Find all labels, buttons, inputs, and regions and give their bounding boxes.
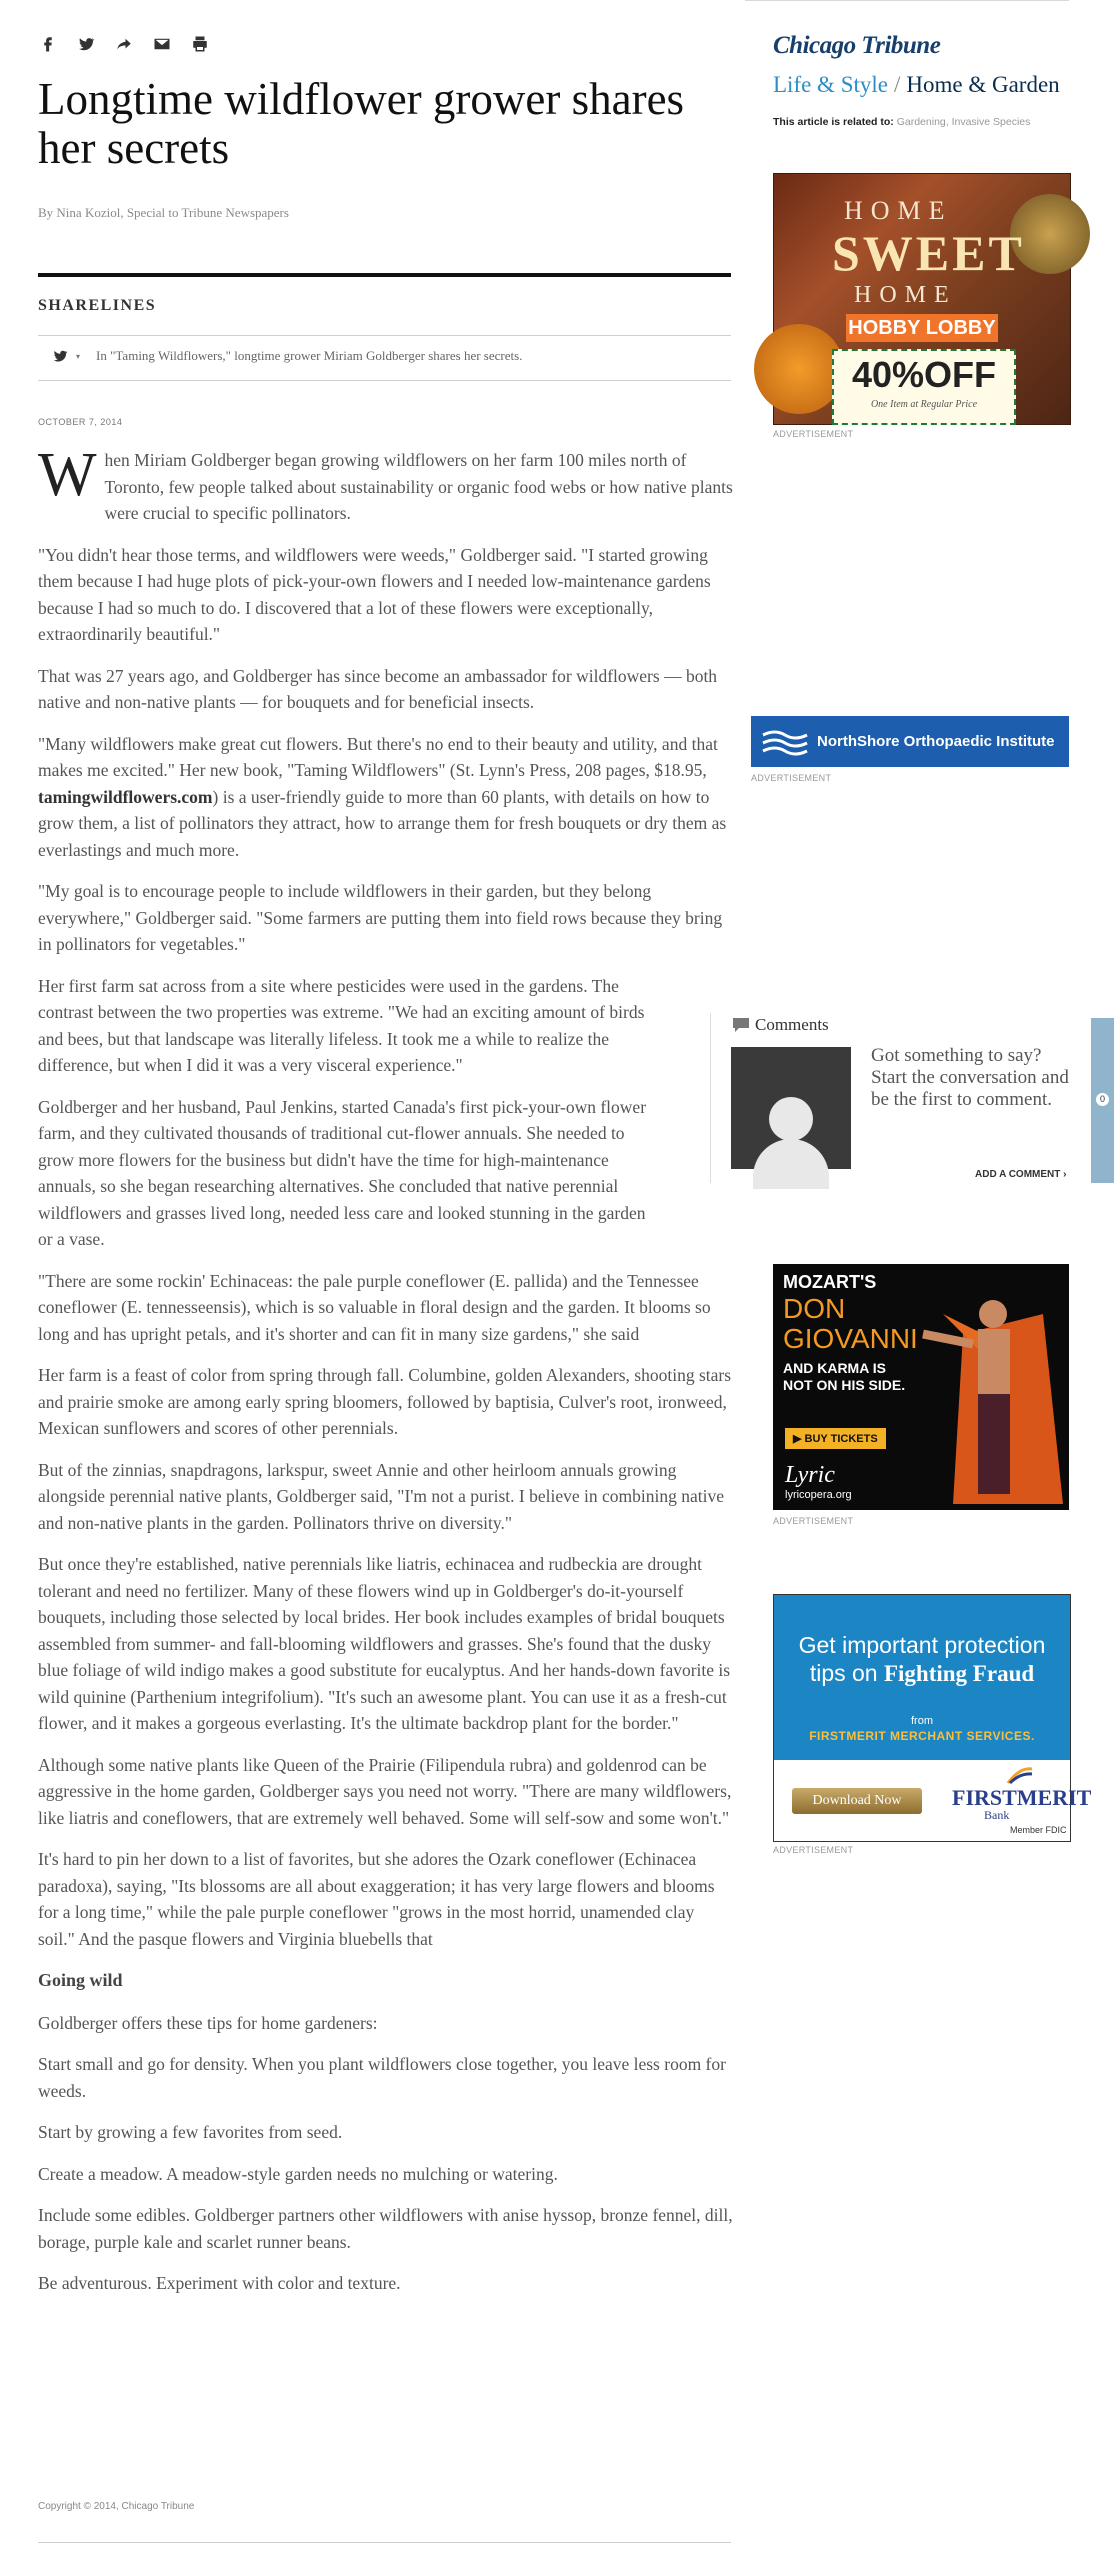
add-comment-link[interactable]: ADD A COMMENT › <box>975 1169 1067 1180</box>
ad-graphic <box>754 324 844 414</box>
comment-prompt: Got something to say? Start the conversation and be the first to comment. <box>871 1045 1069 1110</box>
waves-icon <box>761 727 809 757</box>
share-arrow-icon[interactable] <box>114 34 134 54</box>
paragraph: But once they're established, native perennials like liatris, echinacea and rudbeckia are drought tolerant and need no fertilizer. Many of these flowers wind up in Goldberger's do-it-yourself bouquets, including those selected by local brides. Her book includes examples of bridal bouquets assembled from summer- and fall-blooming wildflowers and grasses. She's found that the dusky blue foliage of wild indigo makes a good substitute for eucalyptus. And her hands-down favorite is wild quinine (Parthenium integrifolium). "It's such an awesome plant. You can use it as a fresh-cut flower, and it makes a gorgeous everlasting. It's the ultimate backdrop plant for the border." <box>38 1554 731 1733</box>
ad-text: Get important protection tips on Fighting Fraud <box>798 1632 1046 1686</box>
paragraph: It's hard to pin her down to a list of favorites, but she adores the Ozark coneflower (Echinacea paradoxa), saying, "Its blossoms are all about exaggeration; it has very large flowers and blooms for a long time," while the pale purple coneflower "grows in the most horrid, unamended clay soil." And the pasque flowers and Virginia bluebells that <box>38 1849 715 1949</box>
copyright: Copyright © 2014, Chicago Tribune <box>38 2501 195 2512</box>
chevron-down-icon: ▾ <box>76 351 81 361</box>
avatar-head <box>769 1097 813 1141</box>
paragraph: "There are some rockin' Echinaceas: the pale purple coneflower (E. pallida) and the Tennessee coneflower (E. tennesseensis), which is so valuable in floral design and the garden. It blooms so long and has upright petals, and it's shorter and can fit in many size gardens," she said <box>38 1270 711 1344</box>
section-link-home-garden[interactable]: Home & Garden <box>906 72 1060 97</box>
ad-text: SWEET <box>832 225 1025 281</box>
ad-text: HOME <box>854 282 957 308</box>
ad-brand: Lyric <box>785 1462 835 1488</box>
byline: By Nina Koziol, Special to Tribune Newspapers <box>38 205 289 220</box>
ad-label: ADVERTISEMENT <box>773 429 854 439</box>
ad-brand: FIRSTMERIT <box>952 1785 1092 1810</box>
paragraph: But of the zinnias, snapdragons, larkspur, sweet Annie and other heirloom annuals growing alongside perennial native plants, Goldberger said, "I'm not a purist. I believe in combining native and non-native plants in the garden. Pollinators thrive on diversity." <box>38 1459 724 1533</box>
related-tags[interactable]: Gardening, Invasive Species <box>896 116 1031 128</box>
ad-coupon: 40%OFF One Item at Regular Price <box>832 349 1016 425</box>
related-topics <box>773 116 1030 128</box>
sharelines-title: SHARELINES <box>38 297 157 314</box>
ad-label: ADVERTISEMENT <box>773 1845 854 1855</box>
twitter-icon <box>52 348 68 364</box>
ad-text: MOZART'S <box>783 1272 877 1292</box>
ad-text: HOME <box>844 196 953 225</box>
comment-count-tab[interactable] <box>1091 1018 1114 1183</box>
ad-label: ADVERTISEMENT <box>751 773 832 783</box>
buy-tickets-button[interactable]: ▶ BUY TICKETS <box>785 1428 886 1449</box>
hobby-lobby-ad[interactable] <box>773 173 1071 425</box>
ad-label: ADVERTISEMENT <box>773 1516 854 1526</box>
ad-text: AND KARMA IS NOT ON HIS SIDE. <box>783 1360 906 1393</box>
related-label: This article is related to: <box>773 116 894 128</box>
ad-text: NorthShore Orthopaedic Institute <box>817 733 1055 750</box>
facebook-icon[interactable] <box>38 34 58 54</box>
tip-item: Create a meadow. A meadow-style garden needs no mulching or watering. <box>38 2163 558 2184</box>
article-body <box>38 441 733 2312</box>
paragraph: When Miriam Goldberger began growing wildflowers on her farm 100 miles north of Toronto, few people talked about sustainability or organic food webs or how native plants were crucial to specific pollinators. <box>38 441 733 523</box>
comment-bubble-icon <box>733 1018 749 1032</box>
paragraph: "Many wildflowers make great cut flowers. But there's no end to their beauty and utility, and that makes me excited." Her new book, "Taming Wildflowers" (St. Lynn's Press, 208 pages, $18.95, tamingwildflowers.com) is a user-friendly guide to more than 60 plants, with details on how to grow them, a list of pollinators they attract, how to arrange them for fresh bouquets or dry them as everlastings and much more. <box>38 733 727 860</box>
ad-url: lyricopera.org <box>785 1489 852 1501</box>
paragraph: Although some native plants like Queen of the Prairie (Filipendula rubra) and goldenrod can be aggressive in the home garden, Goldberger says you need not worry. "There are many wildflowers, like liatris and coneflowers, that are extremely well behaved. Some will self-sow and some won't." <box>38 1754 732 1828</box>
sharelines-divider <box>38 273 731 277</box>
avatar-body <box>753 1139 829 1189</box>
comments-title: Comments <box>733 1015 829 1035</box>
ad-text: DON GIOVANNI <box>783 1293 918 1354</box>
ad-text: Member FDIC <box>1010 1825 1067 1835</box>
tip-item: Start by growing a few favorites from seed. <box>38 2122 343 2142</box>
twitter-icon[interactable] <box>76 34 96 54</box>
email-icon[interactable] <box>152 34 172 54</box>
tip-item: Start small and go for density. When you plant wildflowers close together, you leave less room for weeds. <box>38 2054 726 2101</box>
firstmerit-ad[interactable] <box>773 1594 1092 1842</box>
comment-count: 0 <box>1096 1093 1109 1106</box>
paragraph: Her farm is a feast of color from spring through fall. Columbine, golden Alexanders, shooting stars and prairie smoke are among early spring bloomers, followed by baptisia, Culver's root, ironweed, Mexican sunflowers and scores of other perennials. <box>38 1365 732 1438</box>
paragraph: "You didn't hear those terms, and wildflowers were weeds," Goldberger said. "I started growing them because I had huge plots of pick-your-own flowers and I needed low-maintenance gardens because I had so much to do. I discovered that a lot of these flowers were exceptionally, extraordinarily beautiful." <box>38 544 711 644</box>
lyric-opera-ad[interactable] <box>773 1264 1069 1510</box>
divider <box>38 380 731 381</box>
paragraph: Goldberger offers these tips for home gardeners: <box>38 2012 378 2033</box>
breadcrumb-separator: / <box>893 72 901 97</box>
paragraph: "My goal is to encourage people to include wildflowers in their garden, but they belong everywhere," Goldberger said. "Some farmers are putting them into field rows because they bring in pollinators for vegetables." <box>38 881 723 954</box>
shareline-text: In "Taming Wildflowers," longtime grower Miriam Goldberger shares her secrets. <box>96 348 523 363</box>
tip-item: Be adventurous. Experiment with color and texture. <box>38 2273 401 2293</box>
performer-figure-icon <box>923 1274 1063 1504</box>
print-icon[interactable] <box>190 34 210 54</box>
tip-item: Include some edibles. Goldberger partners other wildflowers with anise hyssop, bronze fennel, dill, borage, purple kale and scarlet runner beans. <box>38 2205 733 2252</box>
section-link-life-style[interactable]: Life & Style <box>773 72 888 97</box>
firstmerit-logo-icon <box>1006 1765 1034 1785</box>
paragraph: Her first farm sat across from a site where pesticides were used in the gardens. The contrast between the two properties was extreme. "We had an exciting amount of birds and bees, but that landscape was literally lifeless. It took me a while to realize the difference, but when I did it was a very visceral experience." <box>38 975 645 1075</box>
paragraph: Goldberger and her husband, Paul Jenkins, started Canada's first pick-your-own flower farm, and they cultivated thousands of traditional cut-flower annuals. She needed to grow more flowers for the business but didn't have the time for high-maintenance annuals, so she began researching alternatives. She concluded that native perennial wildflowers and grasses lived long, needed less care and looked stunning in the garden or a vase. <box>38 1096 647 1249</box>
ad-text: Bank <box>984 1808 1010 1822</box>
ad-text: FIRSTMERIT MERCHANT SERVICES. <box>809 1729 1035 1743</box>
ad-text: from <box>911 1715 933 1727</box>
northshore-ad[interactable] <box>751 716 1069 767</box>
divider <box>38 2542 731 2543</box>
article-date: OCTOBER 7, 2014 <box>38 417 123 427</box>
drop-cap: W <box>38 441 97 509</box>
headline: Longtime wildflower grower shares her secrets <box>38 74 685 173</box>
comments-panel <box>710 1013 1071 1183</box>
avatar <box>731 1047 851 1169</box>
download-now-button[interactable]: Download Now <box>792 1788 922 1814</box>
paragraph: That was 27 years ago, and Goldberger has since become an ambassador for wildflowers — both native and non-native plants — for bouquets and for beneficial insects. <box>38 665 718 712</box>
top-divider <box>745 0 1069 1</box>
section-breadcrumb <box>773 72 1060 98</box>
section-heading: Going wild <box>38 1970 123 1990</box>
share-bar <box>38 34 210 54</box>
book-link[interactable]: tamingwildflowers.com <box>38 786 213 807</box>
divider <box>38 335 731 336</box>
chicago-tribune-logo[interactable]: Chicago Tribune <box>773 32 941 59</box>
shareline-item[interactable] <box>52 348 522 364</box>
ad-brand: HOBBY LOBBY <box>846 314 998 342</box>
